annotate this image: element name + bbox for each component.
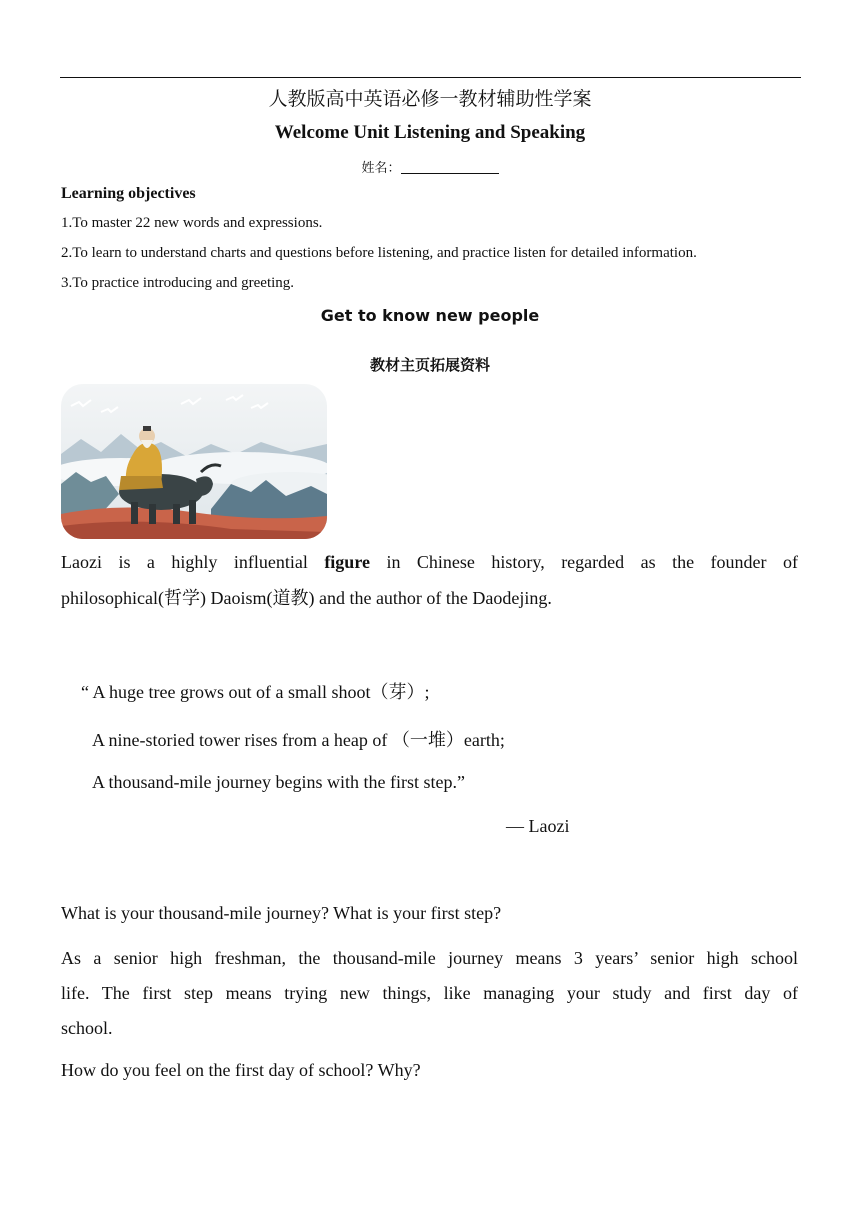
objective-item: 3.To practice introducing and greeting. (61, 275, 295, 291)
title-chinese: 人教版高中英语必修一教材辅助性学案 (268, 88, 592, 110)
objective-item: 1.To master 22 new words and expressions. (61, 215, 323, 231)
laozi-painting (61, 384, 327, 539)
section-heading: Get to know new people (320, 306, 540, 325)
intro-keyword: figure (324, 552, 370, 572)
section-subheading: 教材主页拓展资料 (369, 356, 490, 374)
quote-attribution: — Laozi (506, 816, 570, 836)
intro-line-1 (61, 544, 798, 580)
answer-line-3: school. (61, 1018, 113, 1038)
name-field (0, 157, 860, 176)
quote-line-3: A thousand-mile journey begins with the first step.” (92, 772, 465, 792)
name-label: 姓名： (361, 161, 401, 176)
question-1: What is your thousand-mile journey? What is your first step? (61, 903, 502, 923)
objective-item: 2.To learn to understand charts and questions before listening, and practice listen for detailed information. (61, 245, 697, 261)
intro-text: in Chinese history, regarded as the founder of (369, 552, 798, 572)
title-english: Welcome Unit Listening and Speaking (274, 122, 586, 143)
intro-text: Laozi is a highly influential (61, 552, 325, 572)
objectives-heading: Learning objectives (61, 185, 196, 202)
intro-line-2: philosophical(哲学) Daoism(道教) and the author of the Daodejing. (61, 588, 552, 608)
answer-line-1: As a senior high freshman, the thousand-mile journey means 3 years’ senior high school (61, 948, 798, 968)
question-2: How do you feel on the first day of school? Why? (61, 1060, 421, 1080)
answer-line-2: life. The first step means trying new things, like managing your study and first day of (61, 983, 798, 1003)
name-blank[interactable] (401, 160, 499, 174)
header-rule (60, 77, 801, 78)
laozi-illustration (61, 384, 327, 539)
quote-line-2: A nine-storied tower rises from a heap of （一堆）earth; (92, 730, 505, 750)
quote-line-1: “ A huge tree grows out of a small shoot（芽）; (81, 682, 430, 702)
